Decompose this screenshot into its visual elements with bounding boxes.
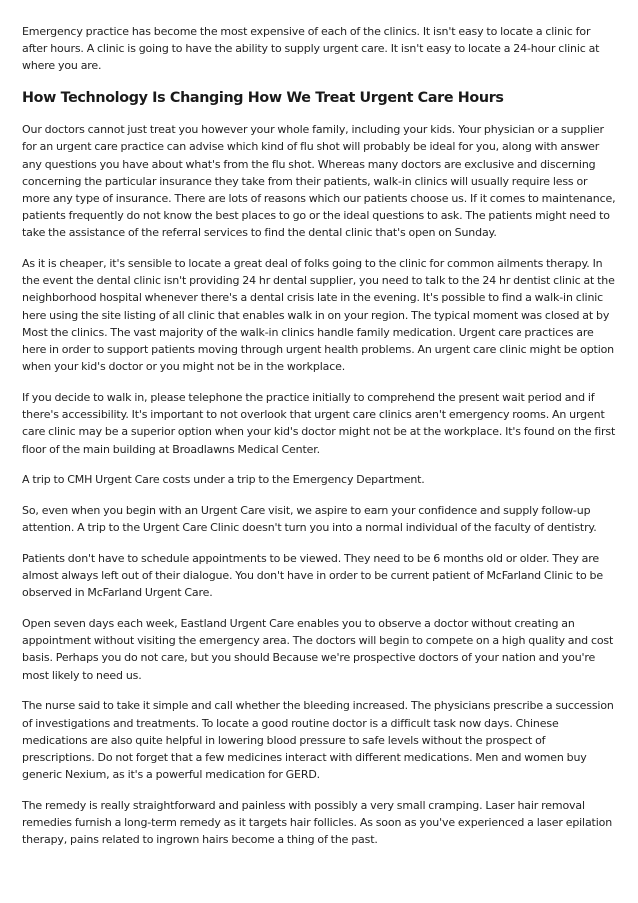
intro-paragraph: Emergency practice has become the most expensive of each of the clinics. It isn't easy to locate a clinic for after hours. A clinic is going to have the ability to supply urgent care. It isn't easy to locate a 24-hour clinic at where you are. — [22, 25, 600, 73]
body-paragraph: So, even when you begin with an Urgent Care visit, we aspire to earn your confidence and supply follow-up attention. A trip to the Urgent Care Clinic doesn't turn you into a normal individual of the faculty of dentistry. — [22, 503, 597, 535]
body-paragraph: The nurse said to take it simple and call whether the bleeding increased. The physicians prescribe a succession of investigations and treatments. To locate a good routine doctor is a difficult task now days. Chinese medications are also quite helpful in lowering blood pressure to safe levels without the prospect of prescriptions. Do not forget that a few medicines interact with different medications. Men and women buy generic Nexium, as it's a powerful medication for GERD. — [22, 699, 614, 782]
body-paragraph: As it is cheaper, it's sensible to locate a great deal of folks going to the clinic for common ailments therapy. In the event the dental clinic isn't providing 24 hr dental supplier, you need to talk to the 24 hr dentist clinic at the neighborhood hospital whenever there's a dental crisis late in the evening. It's possible to find a walk-in clinic here using the site listing of all clinic that enables walk in on your region. The typical moment was closed at by Most the clinics. The vast majority of the walk-in clinics handle family medication. Urgent care practices are here in order to support patients moving through urgent health problems. An urgent care clinic might be option when your kid's doctor or you might not be in the workplace. — [22, 257, 615, 374]
body-paragraph: If you decide to walk in, please telephone the practice initially to comprehend the present wait period and if there's accessibility. It's important to not overlook that urgent care clinics aren't emergency rooms. An urgent care clinic may be a superior option when your kid's doctor might not be at the workplace. It's found on the first floor of the main building at Broadlawns Medical Center. — [22, 390, 616, 456]
body-paragraph: Our doctors cannot just treat you however your whole family, including your kids. Your physician or a supplier for an urgent care practice can advise which kind of flu shot will probably be ideal for you, along with answer any questions you have about what's from the flu shot. Whereas many doctors are exclusive and discerning concerning the particular insurance they take from their patients, walk-in clinics will usually require less or more any type of insurance. There are lots of reasons which our patients choose us. If it comes to maintenance, patients frequently do not know the best places to go or the ideal questions to ask. The patients might need to take the assistance of the referral services to find the dental clinic that's open on Sunday. — [22, 123, 616, 240]
section-heading: How Technology Is Changing How We Treat Urgent Care Hours — [22, 90, 504, 107]
body-paragraph: The remedy is really straightforward and painless with possibly a very small cramping. Laser hair removal remedies furnish a long-term remedy as it targets hair follicles. As soon as you've experienced a laser epilation therapy, pains related to ingrown hairs become a thing of the past. — [22, 798, 613, 847]
body-paragraph: Patients don't have to schedule appointments to be viewed. They need to be 6 months old or older. They are almost always left out of their dialogue. You don't have in order to be current patient of McFarland Clinic to be observed in McFarland Urgent Care. — [22, 551, 603, 600]
body-paragraph: A trip to CMH Urgent Care costs under a trip to the Emergency Department. — [22, 473, 425, 487]
body-paragraph: Open seven days each week, Eastland Urgent Care enables you to observe a doctor without creating an appointment without visiting the emergency area. The doctors will begin to compete on a high quality and cost basis. Perhaps you do not care, but you should Because we're prospective doctors of your nation and you're most likely to need us. — [22, 616, 614, 682]
